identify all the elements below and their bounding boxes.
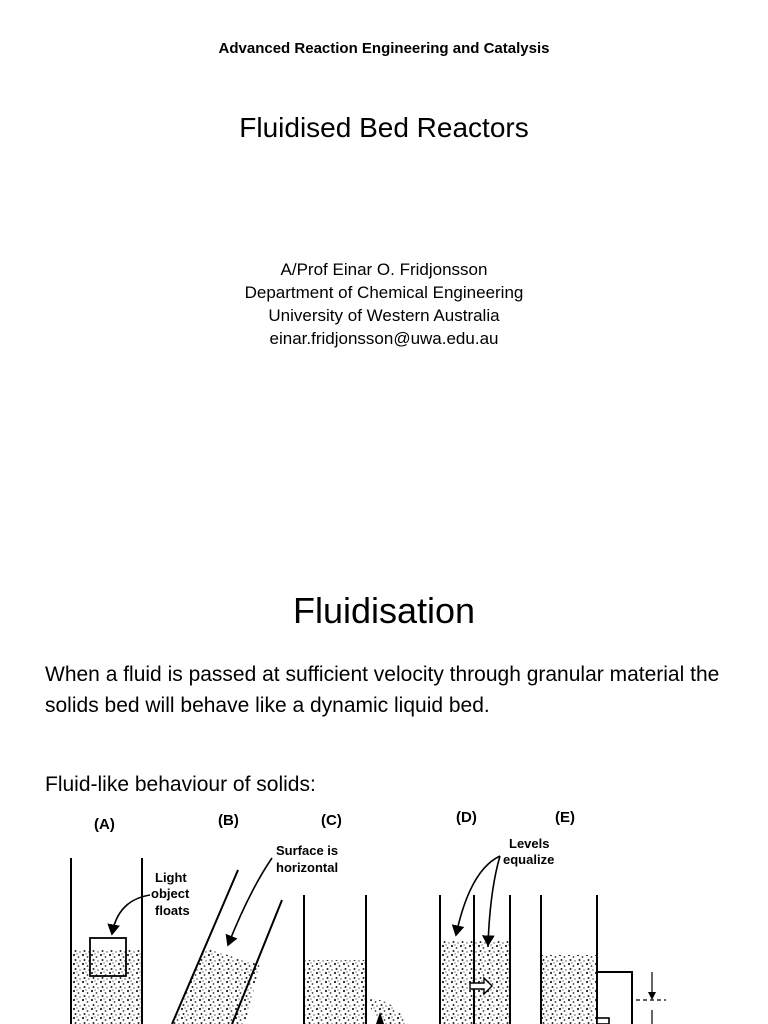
- panel-e-container: [541, 895, 666, 1024]
- panel-label-a: (A): [94, 816, 115, 833]
- author-name: A/Prof Einar O. Fridjonsson: [280, 260, 488, 279]
- author-block: [0, 258, 768, 350]
- annotation-b-line2: horizontal: [276, 860, 339, 875]
- author-university: University of Western Australia: [268, 306, 500, 325]
- annotation-b-line1: Surface is: [276, 843, 339, 858]
- author-email[interactable]: einar.fridjonsson@uwa.edu.au: [269, 329, 499, 348]
- annotation-d-line1: Levels: [509, 836, 550, 851]
- panel-label-e: (E): [555, 809, 575, 826]
- slide-title-fluidisation: Fluidisation: [292, 590, 476, 631]
- panel-label-d: (D): [456, 809, 477, 826]
- annotation-d-line2: equalize: [503, 852, 555, 867]
- annotation-a-line3: floats: [155, 903, 190, 918]
- fluid-behaviour-figure: [0, 800, 768, 1024]
- panel-label-c: (C): [321, 812, 342, 829]
- panel-a-container: [71, 858, 190, 1024]
- annotation-a-line1: Light: [155, 870, 187, 885]
- fluidisation-paragraph: When a fluid is passed at sufficient velocity through granular material the solids bed will behave like a dynamic liquid bed.: [45, 663, 720, 717]
- course-header: Advanced Reaction Engineering and Catalysis: [218, 40, 550, 57]
- annotation-a-line2: object: [151, 886, 190, 901]
- slide-title-fluidised-bed-reactors: Fluidised Bed Reactors: [239, 112, 529, 143]
- panel-label-b: (B): [218, 812, 239, 829]
- author-department: Department of Chemical Engineering: [244, 283, 524, 302]
- fluid-like-subheading: Fluid-like behaviour of solids:: [45, 773, 316, 796]
- panel-d-vessels: [440, 836, 554, 1024]
- panel-c-container: [304, 895, 408, 1024]
